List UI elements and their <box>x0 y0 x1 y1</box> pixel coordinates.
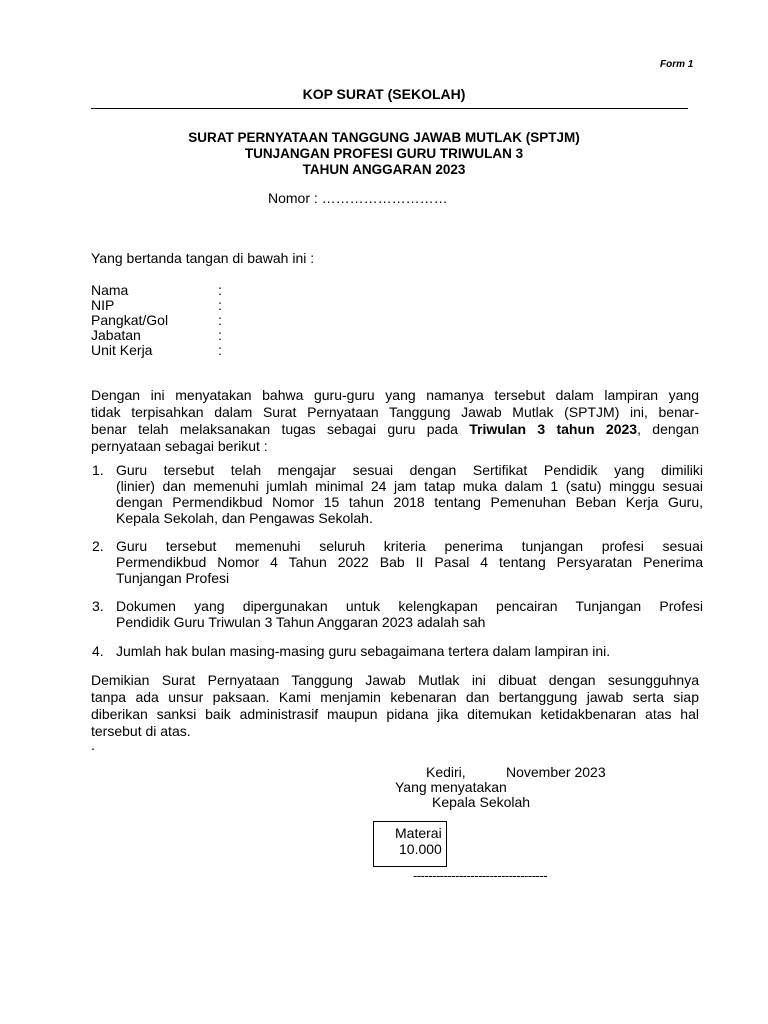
closing-line: Demikian Surat Pernyataan Tanggung Jawab Mutlak ini dibuat dengan sesungguhnya <box>91 672 699 688</box>
letter-number: Nomor : ……………………… <box>268 190 448 206</box>
field-label-nama: Nama <box>91 282 129 298</box>
statement-text: benar telah melaksanakan tugas sebagai guru pada <box>91 421 470 437</box>
stamp-duty-box <box>373 821 447 867</box>
title-line-3: TAHUN ANGGARAN 2023 <box>302 162 466 177</box>
item-line: Permendikbud Nomor 4 Tahun 2022 Bab II Pasal 4 tentang Persyaratan Penerima <box>116 554 703 570</box>
declarant-label: Yang menyatakan <box>395 779 507 795</box>
letterhead-divider <box>91 108 688 109</box>
statement-line: pernyataan sebagai berikut : <box>91 438 268 454</box>
statement-line <box>91 421 699 438</box>
statement-line: tidak terpisahkan dalam Surat Pernyataan Tanggung Jawab Mutlak (SPTJM) ini, benar- <box>91 404 699 420</box>
title-line-2: TUNJANGAN PROFESI GURU TRIWULAN 3 <box>244 146 524 161</box>
item-number: 1. <box>92 462 104 478</box>
field-colon: : <box>218 312 222 328</box>
closing-line: diberikan sanksi baik administrasif maupun pidana jika ditemukan ketidakbenaran atas hal <box>91 706 699 722</box>
signatory-role: Kepala Sekolah <box>432 794 531 810</box>
form-label: Form 1 <box>660 59 694 70</box>
item-number: 3. <box>92 598 104 614</box>
field-colon: : <box>218 282 222 298</box>
field-colon: : <box>218 297 222 313</box>
item-number: 4. <box>92 643 104 659</box>
item-line: Tunjangan Profesi <box>116 570 230 586</box>
item-line: Guru tersebut memenuhi seluruh kriteria penerima tunjangan profesi sesuai <box>116 538 703 554</box>
field-colon: : <box>218 342 222 358</box>
item-line: Guru tersebut telah mengajar sesuai dengan Sertifikat Pendidik yang dimiliki <box>116 462 703 478</box>
statement-period: Triwulan 3 tahun 2023 <box>469 421 638 437</box>
statement-paragraph <box>91 387 699 455</box>
item-line: dengan Permendikbud Nomor 15 tahun 2018 tentang Pemenuhan Beban Kerja Guru, <box>116 494 703 510</box>
stray-dot: . <box>91 737 95 753</box>
closing-line: tanpa ada unsur paksaan. Kami menjamin kebenaran dan bertanggung jawab serta siap <box>91 689 699 705</box>
list-item <box>116 462 703 526</box>
field-label-unit-kerja: Unit Kerja <box>91 342 153 358</box>
item-line: (linier) dan memenuhi jumlah minimal 24 jam tatap muka dalam 1 (satu) minggu sesuai <box>116 478 703 494</box>
title-line-1: SURAT PERNYATAAN TANGGUNG JAWAB MUTLAK (SPTJM) <box>188 130 580 145</box>
item-line: Pendidik Guru Triwulan 3 Tahun Anggaran 2023 adalah sah <box>116 614 486 630</box>
item-line: Jumlah hak bulan masing-masing guru sebagaimana tertera dalam lampiran ini. <box>116 643 611 659</box>
signature-place: Kediri, <box>426 764 466 780</box>
field-label-pangkat: Pangkat/Gol <box>91 312 169 328</box>
signature-date: November 2023 <box>506 764 606 780</box>
item-line: Dokumen yang dipergunakan untuk kelengkapan pencairan Tunjangan Profesi <box>116 598 703 614</box>
list-item <box>116 643 703 659</box>
item-number: 2. <box>92 538 104 554</box>
list-item <box>116 538 703 586</box>
closing-paragraph <box>91 672 699 740</box>
intro-text: Yang bertanda tangan di bawah ini : <box>91 250 315 266</box>
list-item <box>116 598 703 630</box>
field-label-nip: NIP <box>91 297 115 313</box>
stamp-label: Materai <box>395 825 442 841</box>
signature-line: ----------------------------------- <box>413 868 548 883</box>
stamp-value: 10.000 <box>399 841 442 857</box>
statement-text: , dengan <box>637 421 700 437</box>
item-line: Kepala Sekolah, dan Pengawas Sekolah. <box>116 510 373 526</box>
field-colon: : <box>218 327 222 343</box>
closing-line: tersebut di atas. <box>91 723 191 739</box>
statement-line: Dengan ini menyatakan bahwa guru-guru yang namanya tersebut dalam lampiran yang <box>91 387 699 403</box>
letterhead: KOP SURAT (SEKOLAH) <box>302 86 466 102</box>
field-label-jabatan: Jabatan <box>91 327 141 343</box>
